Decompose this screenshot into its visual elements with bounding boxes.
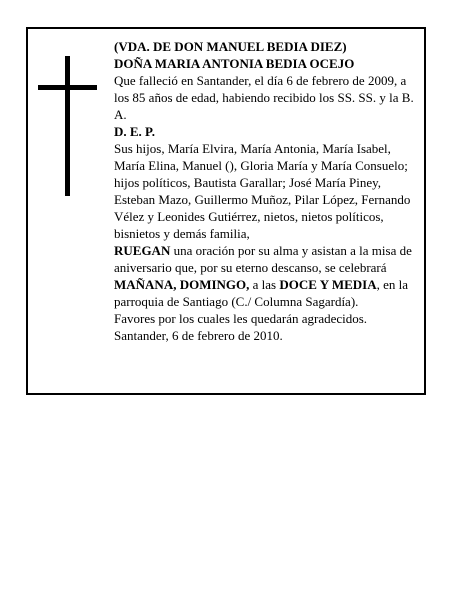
cross-icon-bar: [38, 85, 97, 90]
deceased-name: DOÑA MARIA ANTONIA BEDIA OCEJO: [114, 56, 355, 71]
thanks-line: Favores por los cuales les quedarán agradecidos.: [114, 311, 368, 326]
location-text: , en la parroquia de Santiago (C./ Columna Sagardía).: [114, 277, 409, 309]
time-prefix: a las: [249, 277, 280, 292]
time-bold: DOCE Y MEDIA: [279, 277, 377, 292]
header-line: (VDA. DE DON MANUEL BEDIA DIEZ): [114, 39, 347, 54]
dep-line: D. E. P.: [114, 124, 156, 139]
day-bold: MAÑANA, DOMINGO,: [114, 277, 250, 292]
request-bold: RUEGAN: [114, 243, 171, 258]
obituary-text: [114, 38, 420, 344]
place-date: Santander, 6 de febrero de 2010.: [114, 328, 283, 343]
request-text: una oración por su alma y asistan a la misa de aniversario que, por su eterno descanso, se celebrará: [114, 243, 412, 275]
request-paragraph: [114, 242, 420, 310]
death-info: Que falleció en Santander, el día 6 de febrero de 2009, a los 85 años de edad, habiendo recibido los SS. SS. y la B. A.: [114, 73, 414, 122]
family-list: Sus hijos, María Elvira, María Antonia, María Isabel, María Elina, Manuel (), Gloria María y María Consuelo; hijos políticos, Bautista Garallar; José María Piney, Esteban Mazo, Guillermo Muñoz, Pilar López, Fernando Vélez y Leonides Gutiérrez, nietos, nietos políticos, bisnietos y demás familia,: [114, 141, 411, 241]
cross-icon: [65, 56, 70, 196]
